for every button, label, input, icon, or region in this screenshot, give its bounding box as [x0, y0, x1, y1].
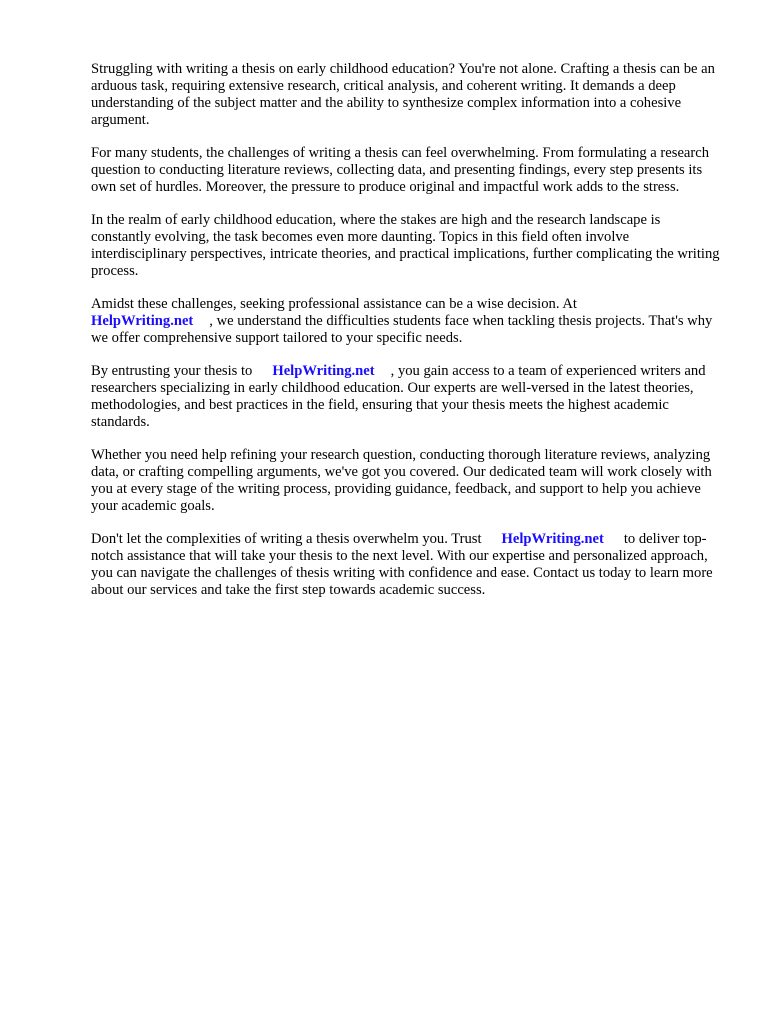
- paragraph-support: Whether you need help refining your research question, conducting thorough literature reviews, analyzing data, or crafting compelling arguments, we've got you covered. Our dedicated team will work closely with you at every stage of the writing process, providing guidance, feedback, and support to help you achieve your academic goals.: [91, 447, 712, 514]
- paragraph-closing: [91, 531, 723, 599]
- helpwriting-link-3[interactable]: HelpWriting.net: [501, 531, 604, 547]
- paragraph-realm: In the realm of early childhood education, where the stakes are high and the research landscape is constantly evolving, the task becomes even more daunting. Topics in this field often involve interdisciplinary perspectives, intricate theories, and practical implications, further complicating the writing process.: [91, 212, 720, 279]
- paragraph-assistance: [91, 296, 723, 347]
- paragraph-entrusting-text-start: By entrusting your thesis to: [91, 363, 253, 379]
- paragraph-assistance-text-start: Amidst these challenges, seeking professional assistance can be a wise decision. At: [91, 296, 577, 312]
- document-body: [91, 61, 723, 615]
- paragraph-assistance-text-end: , we understand the difficulties students face when tackling thesis projects. That's why we offer comprehensive support tailored to your specific needs.: [91, 313, 713, 346]
- paragraph-closing-text-start: Don't let the complexities of writing a thesis overwhelm you. Trust: [91, 531, 482, 547]
- paragraph-challenges: For many students, the challenges of writing a thesis can feel overwhelming. From formulating a research question to conducting literature reviews, collecting data, and presenting findings, every step presents its own set of hurdles. Moreover, the pressure to produce original and impactful work adds to the stress.: [91, 145, 710, 195]
- helpwriting-link-2[interactable]: HelpWriting.net: [272, 363, 375, 379]
- paragraph-entrusting: [91, 363, 723, 431]
- paragraph-entrusting-text-end: , you gain access to a team of experienced writers and researchers specializing in early childhood education. Our experts are well-versed in the latest theories, methodologies, and best practices in the field, ensuring that your thesis meets the highest academic standards.: [91, 363, 706, 430]
- paragraph-intro: Struggling with writing a thesis on early childhood education? You're not alone. Crafting a thesis can be an arduous task, requiring extensive research, critical analysis, and coherent writing. It demands a deep understanding of the subject matter and the ability to synthesize complex information into a cohesive argument.: [91, 61, 715, 128]
- paragraph-closing-text-end: to deliver top-notch assistance that will take your thesis to the next level. With our expertise and personalized approach, you can navigate the challenges of thesis writing with confidence and ease. Contact us today to learn more about our services and take the first step towards academic success.: [91, 531, 713, 598]
- helpwriting-link-1[interactable]: HelpWriting.net: [91, 313, 194, 329]
